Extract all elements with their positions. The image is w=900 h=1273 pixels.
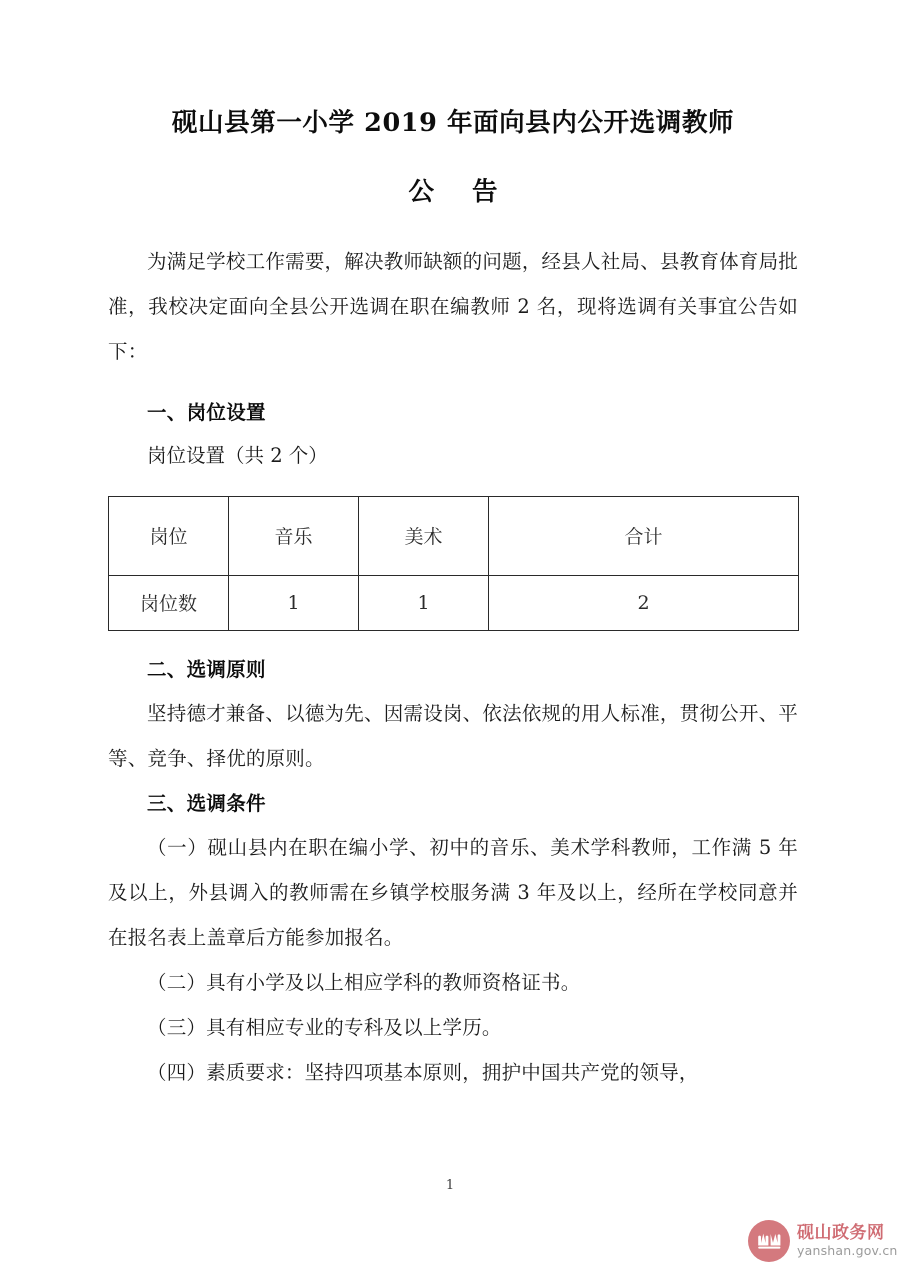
intro-paragraph: 为满足学校工作需要，解决教师缺额的问题，经县人社局、县教育体育局批准，我校决定面向全县公开选调在职在编教师 2 名，现将选调有关事宜公告如下： [108,249,798,363]
mountain-logo-icon [748,1220,790,1262]
table-cell-post-label: 岗位 [109,496,229,575]
post-table-caption: 岗位设置（共 2 个） [147,443,328,467]
section-3-item-4: （四）素质要求：坚持四项基本原则，拥护中国共产党的领导， [147,1060,699,1084]
watermark-site-url: yanshan.gov.cn [797,1242,898,1258]
watermark-text [797,1222,898,1258]
table-row [109,496,799,575]
section-heading-3: 三、选调条件 [147,791,266,815]
watermark[interactable] [748,1220,898,1262]
section-2-paragraph: 坚持德才兼备、以德为先、因需设岗、依法依规的用人标准，贯彻公开、平等、竞争、择优的原则。 [108,701,798,770]
post-table [108,496,799,631]
table-row [109,575,799,630]
document-subtitle [108,140,798,209]
section-heading-2: 二、选调原则 [147,657,266,681]
table-cell-count-label: 岗位数 [109,575,229,630]
document-subtitle-char-1: 公 [408,176,434,207]
table-cell-count-art: 1 [359,575,489,630]
section-3-item-3: （三）具有相应专业的专科及以上学历。 [147,1015,502,1039]
section-3-item-2: （二）具有小学及以上相应学科的教师资格证书。 [147,970,581,994]
intro-block [108,209,798,374]
document-content [108,0,798,1095]
table-cell-post-total: 合计 [489,496,799,575]
document-title: 砚山县第一小学 2019 年面向县内公开选调教师 [171,108,735,138]
table-cell-post-music: 音乐 [229,496,359,575]
document-subtitle-char-2: 告 [472,176,498,207]
page-number: 1 [445,1178,455,1193]
table-cell-count-music: 1 [229,575,359,630]
watermark-site-name: 砚山政务网 [797,1222,885,1243]
table-cell-count-total: 2 [489,575,799,630]
section-heading-1: 一、岗位设置 [147,400,266,424]
section-3-item-1: （一）砚山县内在职在编小学、初中的音乐、美术学科教师，工作满 5 年及以上，外县调入的教师需在乡镇学校服务满 3 年及以上，经所在学校同意并在报名表上盖章后方能参加报名。 [108,835,798,949]
table-cell-post-art: 美术 [359,496,489,575]
